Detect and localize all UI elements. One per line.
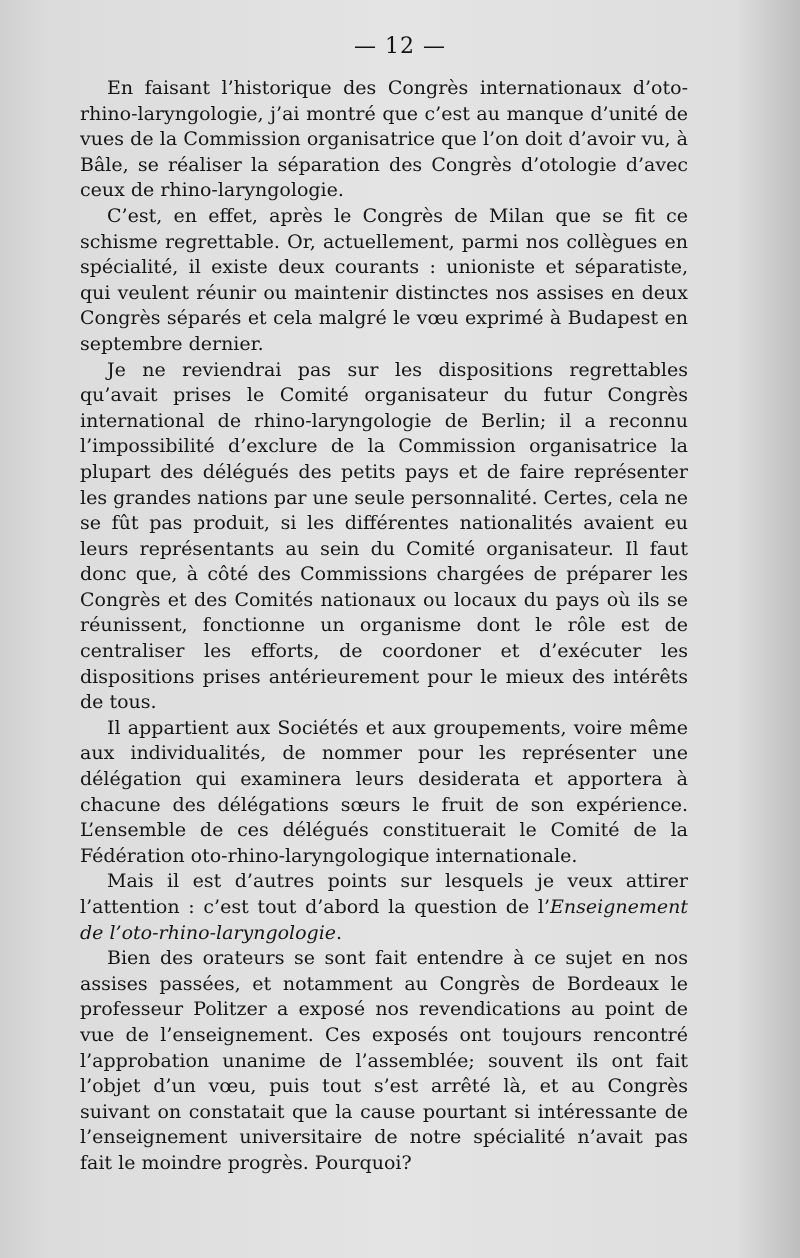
- paragraph-3: Je ne reviendrai pas sur les dispositions regrettables qu’avait prises le Comité organisateur du futur Congrès international de rhino-laryngologie de Berlin; il a reconnu l’impossibilité d’exclure de la Commission organisatrice la plupart des délégués des petits pays et de faire représenter les grandes nations par une seule personnalité. Certes, cela ne se fût pas produit, si les différentes nationalités avaient eu leurs représentants au sein du Comité organisateur. Il faut donc que, à côté des Commissions chargées de préparer les Congrès et des Comités nationaux ou locaux du pays où ils se réunissent, fonctionne un organisme dont le rôle est de centraliser les efforts, de coordoner et d’exécuter les dispositions prises antérieurement pour le mieux des intérêts de tous.: [80, 358, 688, 714]
- paragraph-5-italic-title: Enseignement de l’oto-rhino-laryngologie: [80, 896, 688, 944]
- page-number: — 12 —: [354, 34, 446, 59]
- paragraph-2: C’est, en effet, après le Congrès de Milan que se fit ce schisme regrettable. Or, actuellement, parmi nos collègues en spécialité, il existe deux courants : unioniste et séparatiste, qui veulent réunir ou maintenir distinctes nos assises en deux Congrès séparés et cela malgré le vœu exprimé à Budapest en septembre dernier.: [80, 204, 688, 355]
- paragraph-5-end: .: [336, 921, 343, 944]
- paragraph-4: Il appartient aux Sociétés et aux groupements, voire même aux individualités, de nommer pour les représenter une délégation qui examinera leurs desiderata et apportera à chacune des délégations sœurs le fruit de son expérience. L’ensemble de ces délégués constituerait le Comité de la Fédération oto-rhino-laryngologique internationale.: [80, 716, 688, 867]
- paragraph-5: [80, 869, 688, 946]
- paragraph-5-text: Mais il est d’autres points sur lesquels je veux attirer l’attention : c’est tout d’abord la question de l’: [80, 870, 688, 918]
- body-text: [80, 76, 688, 1177]
- paragraph-6: Bien des orateurs se sont fait entendre à ce sujet en nos assises passées, et notamment au Congrès de Bordeaux le professeur Politzer a exposé nos revendications au point de vue de l’enseignement. Ces exposés ont toujours rencontré l’approbation unanime de l’assemblée; souvent ils ont fait l’objet d’un vœu, puis tout s’est arrêté là, et au Congrès suivant on constatait que la cause pourtant si intéressante de l’enseignement universitaire de notre spécialité n’avait pas fait le moindre progrès. Pourquoi?: [80, 947, 688, 1174]
- paragraph-1: En faisant l’historique des Congrès internationaux d’oto-rhino-laryngologie, j’ai montré que c’est au manque d’unité de vues de la Commission organisatrice que l’on doit d’avoir vu, à Bâle, se réaliser la séparation des Congrès d’otologie d’avec ceux de rhino-laryngologie.: [80, 77, 688, 202]
